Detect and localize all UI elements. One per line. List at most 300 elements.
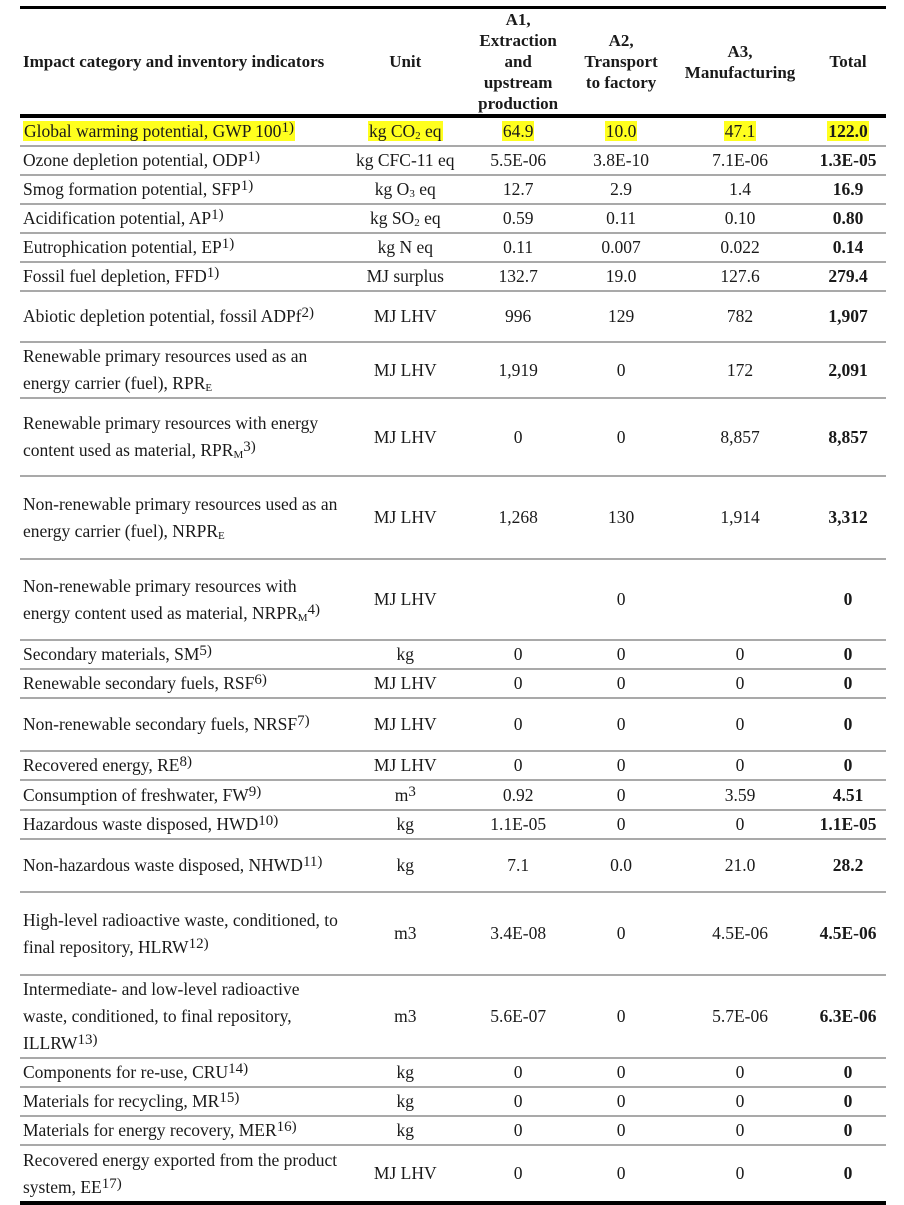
value-a3: 782 (726, 306, 754, 326)
cell-total (810, 398, 886, 476)
unit-text: MJ surplus (366, 266, 444, 286)
indicator-name: Fossil fuel depletion, FFD (23, 266, 207, 286)
table-body (20, 116, 886, 1203)
cell-a3 (670, 476, 810, 559)
unit-cell (346, 780, 464, 810)
unit-cell (346, 1087, 464, 1116)
cell-a1 (464, 476, 572, 559)
value-a1: 1.1E-05 (490, 814, 547, 834)
header-row (20, 8, 886, 117)
indicator-cell (20, 698, 346, 751)
cell-total (810, 1145, 886, 1203)
cell-total (810, 1116, 886, 1145)
indicator-cell (20, 1145, 346, 1203)
value-total: 4.51 (832, 784, 864, 805)
cell-a2 (572, 398, 670, 476)
cell-total (810, 810, 886, 839)
unit-cell (346, 1058, 464, 1087)
value-a2: 0 (616, 589, 626, 609)
indicator-name: Secondary materials, SM (23, 644, 200, 664)
value-a1: 7.1 (507, 855, 530, 875)
cell-a2 (572, 1058, 670, 1087)
indicator-cell (20, 342, 346, 398)
unit-text: kg (396, 1091, 415, 1111)
cell-total (810, 640, 886, 669)
footnote-marker: 10) (258, 813, 279, 829)
value-a1: 0.11 (503, 237, 534, 257)
value-total: 3,312 (828, 507, 868, 527)
table-row (20, 1145, 886, 1203)
footnote-marker: 1) (211, 207, 224, 223)
cell-total (810, 204, 886, 233)
unit-cell (346, 975, 464, 1058)
header-a3: A3, Manufacturing (670, 8, 810, 117)
cell-total (810, 839, 886, 892)
table-row (20, 175, 886, 204)
indicator-name: Intermediate- and low-level radioactive waste, conditioned, to final repository, ILLRW (23, 979, 300, 1053)
cell-a1 (464, 1087, 572, 1116)
indicator-name: Recovered energy exported from the product system, EE (23, 1149, 338, 1197)
header-unit: Unit (346, 8, 464, 117)
value-a2: 0 (616, 814, 626, 834)
unit-superscript: 3 (408, 783, 416, 800)
indicator-name: Recovered energy, RE (23, 755, 180, 775)
unit-cell (346, 233, 464, 262)
cell-a1 (464, 975, 572, 1058)
indicator-cell (20, 233, 346, 262)
cell-total (810, 1058, 886, 1087)
indicator-cell (20, 780, 346, 810)
unit-cell (346, 342, 464, 398)
cell-a3 (670, 1087, 810, 1116)
cell-a1 (464, 204, 572, 233)
unit-cell (346, 1116, 464, 1145)
footnote-marker: 16) (276, 1119, 297, 1135)
value-a2: 2.9 (610, 179, 633, 199)
cell-a1 (464, 810, 572, 839)
cell-a2 (572, 1145, 670, 1203)
unit-text: m3 (394, 923, 417, 943)
indicator-name: Components for re-use, CRU (23, 1062, 229, 1082)
value-total: 0 (843, 644, 853, 664)
header-indicator: Impact category and inventory indicators (20, 8, 346, 117)
indicator-name: Materials for energy recovery, MER (23, 1120, 277, 1140)
table-row (20, 342, 886, 398)
value-a1: 5.6E-07 (490, 1006, 547, 1026)
value-total: 0 (843, 1091, 853, 1111)
table-row (20, 476, 886, 559)
footnote-marker: 8) (179, 754, 192, 770)
value-total: 122.0 (828, 121, 868, 141)
value-a1: 0.92 (502, 784, 534, 805)
unit-text: kg CO (368, 121, 416, 141)
value-a3: 172 (726, 359, 754, 380)
indicator-name: Hazardous waste disposed, HWD (23, 814, 259, 834)
cell-a3 (670, 291, 810, 342)
cell-total (810, 780, 886, 810)
table-row (20, 1058, 886, 1087)
cell-total (810, 1087, 886, 1116)
unit-subscript: 2 (414, 217, 420, 229)
cell-a2 (572, 476, 670, 559)
value-total: 16.9 (832, 179, 864, 199)
indicator-subscript: E (205, 382, 213, 394)
indicator-cell (20, 1087, 346, 1116)
cell-a3 (670, 146, 810, 175)
value-a3: 0 (735, 1062, 745, 1082)
footnote-marker: 1) (247, 149, 261, 165)
indicator-cell (20, 669, 346, 698)
table-row (20, 116, 886, 146)
cell-a3 (670, 398, 810, 476)
footnote-marker: 12) (188, 935, 209, 952)
value-a2: 10.0 (605, 121, 637, 141)
value-a2: 0 (616, 673, 626, 693)
unit-text: MJ LHV (373, 714, 437, 734)
value-a3: 0.022 (720, 237, 760, 257)
value-a3: 0 (735, 1163, 745, 1183)
value-a2: 0 (616, 426, 626, 447)
cell-a3 (670, 1058, 810, 1087)
value-a3: 8,857 (720, 426, 760, 447)
value-a3: 0 (735, 1091, 745, 1111)
indicator-cell (20, 1116, 346, 1145)
indicator-name: Smog formation potential, SFP (23, 179, 241, 199)
value-a2: 0.0 (610, 855, 633, 875)
table-row (20, 1087, 886, 1116)
table-row (20, 291, 886, 342)
cell-a1 (464, 342, 572, 398)
cell-a1 (464, 751, 572, 780)
cell-a3 (670, 751, 810, 780)
unit-text: m3 (394, 1006, 417, 1026)
indicator-name: Renewable secondary fuels, RSF (23, 673, 255, 693)
cell-a2 (572, 698, 670, 751)
value-total: 0.14 (832, 237, 864, 257)
cell-total (810, 262, 886, 291)
table-row (20, 398, 886, 476)
table-row (20, 975, 886, 1058)
indicator-name: Global warming potential, GWP 100 (24, 121, 282, 141)
cell-a2 (572, 116, 670, 146)
value-a3: 0 (735, 714, 745, 734)
cell-a3 (670, 175, 810, 204)
value-a3: 0 (735, 644, 745, 664)
unit-text: kg (396, 855, 415, 875)
value-a2: 129 (607, 306, 635, 326)
value-a2: 0.007 (601, 237, 641, 257)
footnote-marker: 13) (77, 1032, 98, 1048)
table-row (20, 780, 886, 810)
unit-text: kg SO (369, 208, 415, 228)
cell-a3 (670, 839, 810, 892)
cell-a2 (572, 1116, 670, 1145)
cell-a2 (572, 669, 670, 698)
value-a2: 0 (616, 1120, 626, 1140)
indicator-cell (20, 640, 346, 669)
indicator-cell (20, 291, 346, 342)
cell-total (810, 698, 886, 751)
unit-cell (346, 146, 464, 175)
table-row (20, 233, 886, 262)
highlight (502, 121, 535, 141)
unit-text: kg (396, 1062, 415, 1082)
table-row (20, 146, 886, 175)
value-a3: 0 (735, 755, 745, 775)
value-total: 0.80 (832, 208, 864, 228)
value-total: 0 (843, 673, 853, 693)
indicator-name: Renewable primary resources used as an energy carrier (fuel), RPR (23, 346, 308, 393)
value-a3: 0 (735, 814, 745, 834)
indicator-name: High-level radioactive waste, conditioned, to final repository, HLRW (23, 909, 338, 957)
cell-a2 (572, 975, 670, 1058)
footnote-marker: 1) (221, 236, 235, 252)
table-row (20, 1116, 886, 1145)
value-a3: 1,914 (720, 507, 760, 527)
cell-a2 (572, 559, 670, 640)
cell-total (810, 291, 886, 342)
cell-a2 (572, 1087, 670, 1116)
unit-text: m (394, 784, 409, 805)
value-a1: 0 (513, 426, 523, 447)
table-row (20, 669, 886, 698)
indicator-name: Non-renewable primary resources used as an energy carrier (fuel), NRPR (23, 493, 338, 541)
table-row (20, 640, 886, 669)
cell-a3 (670, 204, 810, 233)
cell-a3 (670, 559, 810, 640)
unit-suffix: eq (419, 208, 441, 228)
value-a2: 0 (616, 1091, 626, 1111)
cell-a3 (670, 1116, 810, 1145)
cell-a1 (464, 233, 572, 262)
cell-a1 (464, 146, 572, 175)
table-row (20, 839, 886, 892)
cell-total (810, 146, 886, 175)
unit-cell (346, 204, 464, 233)
cell-a3 (670, 892, 810, 975)
unit-text: MJ LHV (373, 426, 437, 447)
indicator-name: Non-renewable secondary fuels, NRSF (23, 714, 298, 734)
value-total: 4.5E-06 (819, 923, 877, 943)
value-a1: 0 (513, 673, 523, 693)
table-row (20, 810, 886, 839)
cell-a1 (464, 398, 572, 476)
indicator-cell (20, 810, 346, 839)
impact-table (20, 6, 886, 1205)
value-a2: 3.8E-10 (593, 150, 650, 170)
indicator-cell (20, 1058, 346, 1087)
footnote-marker: 4) (307, 601, 321, 618)
unit-text: kg CFC-11 eq (356, 150, 455, 170)
cell-a3 (670, 342, 810, 398)
cell-a1 (464, 780, 572, 810)
indicator-cell (20, 146, 346, 175)
cell-a1 (464, 291, 572, 342)
unit-cell (346, 751, 464, 780)
unit-text: MJ LHV (373, 673, 437, 693)
cell-a2 (572, 342, 670, 398)
value-total: 0 (843, 755, 853, 775)
cell-a3 (670, 975, 810, 1058)
cell-a1 (464, 1145, 572, 1203)
cell-a2 (572, 233, 670, 262)
unit-text: MJ LHV (373, 755, 437, 775)
indicator-cell (20, 175, 346, 204)
cell-total (810, 892, 886, 975)
value-total: 28.2 (832, 855, 864, 875)
cell-a2 (572, 640, 670, 669)
value-a3: 0.10 (724, 208, 756, 228)
value-a1: 0 (513, 1163, 523, 1183)
indicator-name: Eutrophication potential, EP (23, 237, 222, 257)
unit-cell (346, 839, 464, 892)
unit-text: kg N eq (377, 237, 433, 257)
cell-total (810, 116, 886, 146)
unit-text: MJ LHV (373, 359, 437, 380)
cell-a1 (464, 640, 572, 669)
footnote-marker: 1) (206, 265, 220, 281)
value-a1: 1,268 (498, 507, 538, 527)
cell-a1 (464, 839, 572, 892)
value-a1: 0 (513, 1062, 523, 1082)
cell-a3 (670, 640, 810, 669)
cell-total (810, 342, 886, 398)
value-a3: 5.7E-06 (712, 1006, 768, 1026)
cell-a2 (572, 839, 670, 892)
unit-cell (346, 892, 464, 975)
value-a2: 0 (616, 1163, 626, 1183)
cell-a1 (464, 175, 572, 204)
value-a2: 0.11 (606, 208, 637, 228)
unit-subscript: 2 (415, 130, 421, 142)
value-total: 0 (843, 714, 853, 734)
cell-a1 (464, 669, 572, 698)
unit-cell (346, 116, 464, 146)
value-a2: 0 (616, 1062, 626, 1082)
footnote-marker: 11) (302, 854, 323, 870)
value-a2: 0 (616, 1006, 626, 1026)
value-a2: 130 (607, 507, 635, 527)
cell-total (810, 559, 886, 640)
cell-total (810, 233, 886, 262)
highlight (23, 121, 295, 141)
cell-total (810, 476, 886, 559)
value-total: 1,907 (828, 306, 868, 326)
cell-a3 (670, 262, 810, 291)
indicator-cell (20, 204, 346, 233)
footnote-marker: 17) (101, 1175, 122, 1192)
indicator-name: Consumption of freshwater, FW (23, 784, 249, 805)
indicator-name: Acidification potential, AP (23, 208, 212, 228)
value-a1: 996 (505, 306, 532, 326)
indicator-subscript: M (297, 611, 308, 624)
value-a1: 0.59 (502, 208, 534, 228)
indicator-cell (20, 398, 346, 476)
table-row (20, 262, 886, 291)
footnote-marker: 1) (240, 178, 254, 194)
unit-cell (346, 698, 464, 751)
indicator-name: Renewable primary resources with energy content used as material, RPR (23, 413, 319, 460)
unit-cell (346, 291, 464, 342)
unit-cell (346, 559, 464, 640)
value-total: 0 (843, 1163, 853, 1183)
cell-a1 (464, 892, 572, 975)
header-a1: A1, Extraction and upstream production (464, 8, 572, 117)
value-a3: 0 (735, 673, 745, 693)
footnote-marker: 7) (297, 713, 310, 729)
cell-a2 (572, 262, 670, 291)
highlight (605, 121, 638, 141)
cell-a2 (572, 892, 670, 975)
value-a3: 47.1 (724, 121, 756, 141)
unit-text: MJ LHV (373, 589, 437, 609)
value-a3: 127.6 (720, 266, 760, 286)
cell-a1 (464, 116, 572, 146)
footnote-marker: 15) (219, 1090, 240, 1106)
unit-text: MJ LHV (373, 306, 437, 326)
table-row (20, 751, 886, 780)
indicator-cell (20, 975, 346, 1058)
indicator-name: Non-hazardous waste disposed, NHWD (23, 855, 303, 875)
value-total: 0 (843, 1062, 853, 1082)
value-a2: 0 (616, 644, 626, 664)
footnote-marker: 3) (243, 439, 256, 455)
cell-a2 (572, 780, 670, 810)
indicator-name: Ozone depletion potential, ODP (23, 150, 248, 170)
value-a2: 0 (616, 784, 626, 805)
value-a1: 0 (513, 1120, 523, 1140)
indicator-subscript: M (233, 449, 244, 461)
table-row (20, 559, 886, 640)
value-total: 8,857 (828, 426, 868, 447)
cell-a1 (464, 559, 572, 640)
cell-a1 (464, 1058, 572, 1087)
unit-text: kg (396, 814, 415, 834)
cell-a3 (670, 810, 810, 839)
indicator-name: Materials for recycling, MR (23, 1091, 220, 1111)
cell-a3 (670, 780, 810, 810)
indicator-cell (20, 116, 346, 146)
cell-a1 (464, 262, 572, 291)
value-a1: 3.4E-08 (490, 923, 547, 943)
value-a1: 132.7 (498, 266, 538, 286)
value-a2: 0 (616, 923, 626, 943)
value-total: 279.4 (828, 266, 868, 286)
value-a3: 1.4 (729, 179, 751, 199)
unit-cell (346, 398, 464, 476)
unit-cell (346, 640, 464, 669)
table-row (20, 892, 886, 975)
unit-subscript: 3 (409, 188, 415, 200)
cell-a2 (572, 751, 670, 780)
cell-a2 (572, 204, 670, 233)
value-a3: 7.1E-06 (712, 150, 768, 170)
footnote-marker: 14) (228, 1061, 249, 1077)
indicator-name: Abiotic depletion potential, fossil ADPf (23, 306, 302, 326)
cell-a2 (572, 291, 670, 342)
footnote-marker: 6) (254, 672, 267, 688)
cell-total (810, 975, 886, 1058)
cell-a1 (464, 1116, 572, 1145)
indicator-cell (20, 892, 346, 975)
value-a1: 5.5E-06 (490, 150, 547, 170)
value-a1: 12.7 (502, 179, 534, 199)
cell-a2 (572, 810, 670, 839)
cell-a2 (572, 146, 670, 175)
table-row (20, 204, 886, 233)
table-row (20, 698, 886, 751)
highlight (724, 121, 757, 141)
